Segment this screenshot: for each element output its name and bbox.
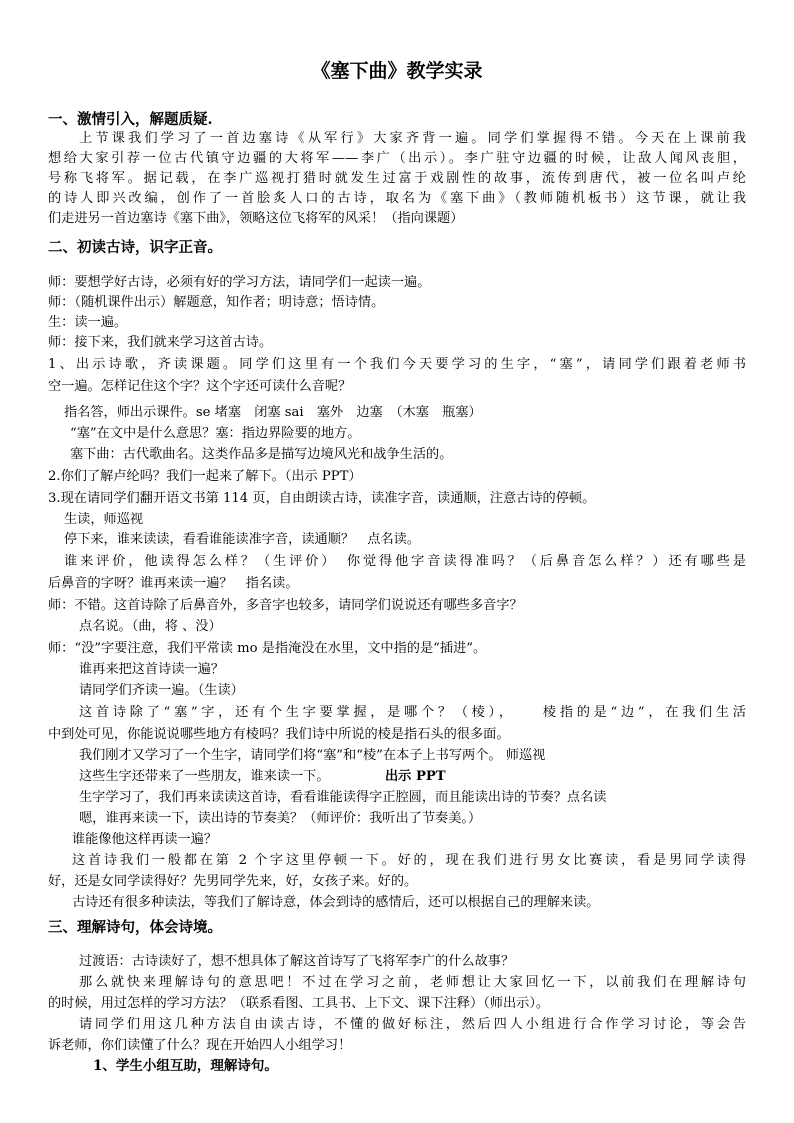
text-line: 请同学们齐读一遍。（生读） [79,683,244,698]
text-line: 师：接下来，我们就来学习这首古诗。 [48,335,273,350]
text-line-bold: 出示 PPT [385,769,446,784]
text-line: 塞下曲：古代歌曲名。这类作品多是描写边境风光和战争生活的。 [70,447,453,462]
text-line: 我们刚才又学习了一个生字，请同学们将“塞”和“棱”在本子上书写两个。 师巡视 [79,748,546,763]
text-line: 生字学习了，我们再来读读这首诗，看看谁能读得字正腔圆，而且能读出诗的节奏？点名读 [79,790,607,805]
text-line: 师：“没”字要注意，我们平常读 mo 是指淹没在水里，文中指的是“插进”。 [48,641,487,656]
text-line: 1、出示诗歌，齐读课题。同学们这里有一个我们今天要学习的生字，“塞”，请同学们跟着老师书 [48,357,746,372]
text-line: 诉老师，你们读懂了什么？现在开始四人小组学习！ [48,1038,352,1053]
text-line: 好，还是女同学读得好？先男同学先来，好，女孩子来。好的。 [48,874,418,889]
section-heading-1: 一、激情引入，解题质疑. [48,111,213,128]
text-line: 这首诗我们一般都在第 2 个字这里停顿一下。好的，现在我们进行男女比赛读，看是男同学读得 [72,853,746,868]
document-title: 《塞下曲》教学实录 [311,60,483,82]
text-line: 请同学们用这几种方法自由读古诗，不懂的做好标注，然后四人小组进行合作学习讨论，等会告 [79,1017,746,1032]
paragraph-line: 们走进另一首边塞诗《塞下曲》，领略这位飞将军的风采！（指向课题） [48,211,464,226]
paragraph-line: 号称飞将军。据记载，在李广巡视打猎时就发生过富于戏剧性的故事，流传到唐代，被一位名叫卢纶 [48,171,746,186]
text-line: 指名答，师出示课件。se 堵塞 闭塞 sai 塞外 边塞 （木塞 瓶塞） [64,405,482,420]
text-line: 谁能像他这样再读一遍？ [72,832,218,847]
text-line: 的时候，用过怎样的学习方法？（联系看图、工具书、上下文、课下注释）（师出示）。 [48,996,550,1011]
text-line: 生：读一遍。 [48,315,128,330]
paragraph-line: 上节课我们学习了一首边塞诗《从军行》大家齐背一遍。同学们掌握得不错。今天在上课前我 [79,131,746,146]
text-line: 那么就快来理解诗句的意思吧！不过在学习之前，老师想让大家回忆一下，以前我们在理解诗句 [79,975,746,990]
text-line: 中到处可见，你能说说哪些地方有棱吗？我们诗中所说的棱是指石头的很多面。 [48,727,510,742]
text-line: 谁再来把这首诗读一遍？ [79,662,225,677]
text-line: 空一遍。怎样记住这个字？这个字还可读什么音呢？ [48,379,352,394]
text-line: 停下来，谁来读读，看看谁能读准字音，读通顺？ 点名读。 [64,532,421,547]
text-line: 点名说。（曲，将 、没） [79,619,222,634]
section-heading-2: 二、初读古诗，识字正音。 [48,239,222,256]
paragraph-line: 的诗人即兴改编，创作了一首脍炙人口的古诗，取名为《塞下曲》（教师随机板书）这节课，就让我 [48,191,746,206]
text-line: “塞”在文中是什么意思？塞：指边界险要的地方。 [70,426,361,441]
section-heading-3: 三、理解诗句，体会诗境。 [48,919,222,936]
text-line: 2.你们了解卢纶吗？我们一起来了解下。（出示 PPT） [48,469,362,484]
text-line: 古诗还有很多种读法，等我们了解诗意，体会到诗的感情后，还可以根据自己的理解来读。 [72,895,600,910]
text-line: 师：不错。这首诗除了后鼻音外，多音字也较多，请同学们说说还有哪些多音字？ [48,598,523,613]
text-line: 这首诗除了“塞”字，还有个生字要掌握，是哪个？（棱）， 棱指的是“边”，在我们生活 [79,705,746,720]
text-line: 3.现在请同学们翻开语文书第 114 页，自由朗读古诗，读准字音，读通顺，注意古诗的停顿。 [48,491,596,506]
text-line: 师：（随机课件出示）解题意，知作者；明诗意；悟诗情。 [48,295,385,310]
text-line: 生读，师巡视 [64,512,144,527]
paragraph-line: 想给大家引荐一位古代镇守边疆的大将军——李广（出示）。李广驻守边疆的时候，让敌人闻风丧胆， [48,151,746,166]
text-line: 过渡语：古诗读好了，想不想具体了解这首诗写了飞将军李广的什么故事？ [79,954,515,969]
text-line: 这些生字还带来了一些朋友，谁来读一下。 [79,769,330,784]
text-line: 嗯，谁再来读一下，读出诗的节奏美？（师评价：我听出了节奏美。） [79,811,482,826]
text-line: 谁来评价，他读得怎么样？（生评价） 你觉得他字音读得准吗？（后鼻音怎么样？）还有哪些是 [64,554,746,569]
text-line: 师：要想学好古诗，必须有好的学习方法，请同学们一起读一遍。 [48,275,431,290]
subheading: 1、学生小组互助，理解诗句。 [93,1058,278,1074]
text-line: 后鼻音的字呀？谁再来读一遍？ 指名读。 [48,576,299,591]
